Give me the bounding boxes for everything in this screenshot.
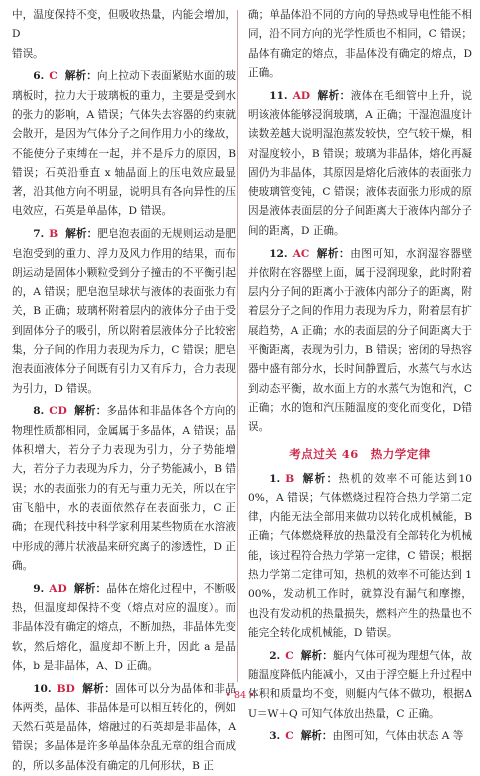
- answer-item-s2: 2. C 解析：艇内气体可视为理想气体，故随温度降低内能减小，又由于浮空艇上升过程中体积和质量均不变，则艇内气体不做功，根据ΔU＝W＋Q 可知气体放出热量，C 正确。: [248, 649, 472, 720]
- answer-item-s1: 1. B 解析：热机的效率不可能达到100%，A 错误；气体燃烧过程符合热力学第二定律，内能无法全部用来做功以转化成机械能，B 正确；气体燃烧释放的热量没有全部转化为机械能，该过程符合热力学第一定律，C 错误；根据热力学第二定律可知，热机的效率不可能达到 100%，发动机工作时，就算没有漏气和摩擦，也没有发动机的热量损失，燃料产生的热量也不能完全转化成机械能，D 错误。: [248, 472, 473, 639]
- answer-key: CD: [49, 405, 67, 418]
- answer-key: C: [49, 70, 58, 83]
- answer-item-12: 12. AC 解析：由图可知，水润湿容器壁并依附在容器壁上面，属于浸润现象，此时附着层内分子间的距离小于液体内部分子的距离，附着层分子之间的作用力表现为斥力，附着层有扩展趋势，A 正确；水的表面层的分子间距离大于平衡距离，表现为引力，B 错误；密闭的导热容器中盛有部分水，长时间静置后，水蒸气与水达到动态平衡，故水面上方的水蒸气为饱和汽，C 正确；水的饱和汽压随温度的变化而变化，D错误。: [248, 247, 473, 434]
- right-column: [248, 6, 472, 747]
- answer-item-11: 11. AD 解析：液体在毛细管中上升，说明该液体能够浸润玻璃，A 正确；干湿泡温度计读数差越大说明湿泡蒸发较快，空气较干燥，相对湿度较小，B 错误；玻璃为非晶体，熔化再凝固仍为非晶体，其原因是熔化后液体的表面张力使玻璃管变钝，C 错误；液体表面张力形成的原因是液体表面层的分子间距离大于液体内部分子间的距离，D 正确。: [248, 89, 473, 237]
- page-number: • 84 •: [225, 690, 255, 701]
- answer-key: AD: [292, 89, 311, 102]
- continued-text: 确；单晶体沿不同的方向的导热或导电性能不相同，沿不同方向的光学性质也不相同，C 错误；晶体有确定的熔点，非晶体没有确定的熔点，D 正确。: [248, 9, 473, 79]
- answer-item-10: 10. BD 解析：固体可以分为晶体和非晶体两类，晶体、非晶体是可以相互转化的，例如天然石英是晶体，熔融过的石英却是非晶体，A错误；多晶体是许多单晶体杂乱无章的组合而成的，所以多晶体没有确定的几何形状，B 正: [12, 682, 236, 772]
- answer-key: C: [285, 649, 294, 662]
- answer-key: AD: [49, 582, 67, 595]
- answer-item-6: 6. C 解析：向上拉动下表面紧贴水面的玻璃板时，拉力大于玻璃板的重力，主要是受到水的张力的影响，A 错误；气体失去容器的约束就会散开，是因为气体分子之间作用力小的缘故，不能使分子束缚在一起，并不是斥力的原因，B 错误；石英沿垂直 x 轴晶面上的压电效应最显著，沿其他方向不明显，说明具有各向异性的压电效应，石英是单晶体，D 错误。: [12, 70, 236, 218]
- answer-key: B: [285, 472, 295, 485]
- answer-item-9: 9. AD 解析：晶体在熔化过程中，不断吸热，但温度却保持不变（熔点对应的温度）。而非晶体没有确定的熔点，不断加热，非晶体先变软，然后熔化，温度却不断上升，因此 a 是晶体，b 是非晶体，A、D 正确。: [12, 582, 237, 672]
- answer-key: B: [49, 228, 59, 241]
- answer-item-7: 7. B 解析：肥皂泡表面的无规则运动是肥皂泡受到的重力、浮力及风力作用的结果，而布朗运动是固体小颗粒受到分子撞击的不平衡引起的，A 错误；肥皂泡呈球状与液体的表面张力有关，B 正确；玻璃杯附着层内的液体分子由于受到固体分子的吸引，所以附着层液体分子比较密集，分子间的作用力表现为斥力，C 错误；肥皂泡表面液体分子间既有引力又有斥力，合力表现为引力，D 错误。: [12, 228, 237, 395]
- answer-item-8: 8. CD 解析：多晶体和非晶体各个方向的物理性质都相同，金属属于多晶体，A 错误；晶体积增大，若分子力表现为引力，分子势能增大，若分子力表现为斥力，分子势能减小，B 错误；水的表面张力的有无与重力无关，所以在宇宙飞船中，水的表面依然存在表面张力，C 正确；在现代科技中科学家利用某些物质在水溶液中形成的薄片状液晶来研究离子的渗透性，D 正确。: [12, 405, 236, 572]
- answer-item-s3: 3. C 解析：由图可知，气体由状态 A 等: [269, 730, 464, 743]
- answer-key: AC: [292, 247, 310, 260]
- left-column: [12, 6, 236, 776]
- continued-text: 中，温度保持不变，但吸收热量，内能会增加，D 错误。: [12, 9, 236, 60]
- section-heading: 考点过关 46 热力学定律: [289, 446, 431, 461]
- answer-key: C: [285, 730, 294, 743]
- column-divider: [237, 10, 238, 682]
- answer-key: BD: [56, 682, 75, 695]
